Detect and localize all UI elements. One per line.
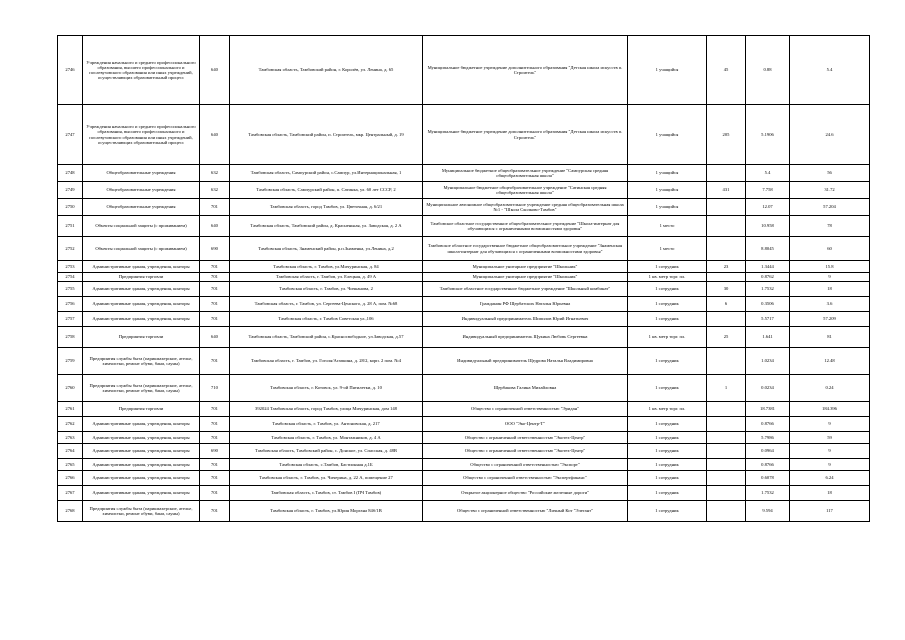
table-row — [58, 199, 870, 216]
quantity-cell — [707, 199, 746, 216]
object-type: Предприятия торговли — [83, 273, 200, 282]
code-cell: 640 — [200, 216, 230, 237]
norm-cell: 5.7986 — [746, 432, 790, 444]
code-cell: 701 — [200, 471, 230, 486]
row-number: 2746 — [58, 36, 83, 105]
quantity-cell: 25 — [707, 327, 746, 348]
unit-cell: 1 учащийся — [628, 36, 707, 105]
row-number: 2748 — [58, 165, 83, 182]
organization-cell: Индивидуальный предприниматель Щукина Любовь Сергеевна — [423, 327, 628, 348]
organization-cell: Открытое акционерное общество "Российские железные дороги" — [423, 486, 628, 501]
quantity-cell — [707, 216, 746, 237]
quantity-cell: 30 — [707, 282, 746, 297]
norm-cell: 1.641 — [746, 327, 790, 348]
table-row — [58, 348, 870, 375]
address-cell: Тамбовская область, г. Тамбов, ул. Сергеева-Ценского, д. 28 А, пом. №68 — [230, 297, 423, 312]
table-row — [58, 444, 870, 459]
table-row — [58, 182, 870, 199]
volume-cell: 78 — [790, 216, 870, 237]
code-cell: 701 — [200, 348, 230, 375]
volume-cell: 31.72 — [790, 182, 870, 199]
object-type: Административные здания, учреждения, конторы — [83, 444, 200, 459]
volume-cell: 3.6 — [790, 297, 870, 312]
address-cell: Тамбовская область, г. Тамбов, ул.Мичуринская, д. 84 — [230, 261, 423, 273]
norm-cell: 1.3444 — [746, 261, 790, 273]
volume-cell: 0.24 — [790, 375, 870, 402]
object-type: Предприятия торговли — [83, 402, 200, 417]
object-type: Учреждения начального и среднего профессионального образования, высшего профессионального и послевузовского образования или иных учреждений, осуществляющих образовательный процесс — [83, 105, 200, 165]
address-cell: Тамбовская область, Сампурский район, п. Сатинка, ул. 60 лет СССР, 2 — [230, 182, 423, 199]
address-cell: Тамбовская область, г. Тамбов, ул. Антоновская, д. 217 — [230, 417, 423, 432]
organization-cell: Общество с ограниченной ответственностью "Экотех-Центр" — [423, 432, 628, 444]
quantity-cell: 6 — [707, 297, 746, 312]
quantity-cell: 431 — [707, 182, 746, 199]
unit-cell: 1 учащийся — [628, 165, 707, 182]
quantity-cell — [707, 402, 746, 417]
volume-cell: 57.204 — [790, 199, 870, 216]
row-number: 2759 — [58, 348, 83, 375]
row-number: 2758 — [58, 327, 83, 348]
norm-cell: 8.8045 — [746, 237, 790, 261]
object-type: Административные здания, учреждения, конторы — [83, 459, 200, 471]
norm-cell: 0.8766 — [746, 459, 790, 471]
organization-cell: Индивидуальный предприниматель Шипилов Юрий Игнатьевич — [423, 312, 628, 327]
table-row — [58, 486, 870, 501]
row-number: 2764 — [58, 444, 83, 459]
code-cell: 701 — [200, 199, 230, 216]
address-cell: Тамбовская область, г. Тамбов, ул.Юрия Моргана 84б/1В — [230, 501, 423, 522]
table-row — [58, 273, 870, 282]
volume-cell: 57.209 — [790, 312, 870, 327]
unit-cell: 1 сотрудник — [628, 312, 707, 327]
object-type: Предприятия службы быта (парикмахерские, ателье, химчистки, ремонт обуви, бани, сауны) — [83, 501, 200, 522]
address-cell: Тамбовская область, Сампурский район, с.Сампур, ул.Интернациональная, 1 — [230, 165, 423, 182]
address-cell: Тамбовская область, Знаменский район, р.п.Знаменка, ул.Ленина, д.2 — [230, 237, 423, 261]
code-cell: 632 — [200, 165, 230, 182]
table-row — [58, 327, 870, 348]
norm-cell: 7.758 — [746, 182, 790, 199]
organization-cell: Муниципальное унитарное предприятие "Школьник" — [423, 273, 628, 282]
unit-cell: 1 место — [628, 237, 707, 261]
row-number: 2750 — [58, 199, 83, 216]
norm-cell: 0.0234 — [746, 375, 790, 402]
norm-cell: 1.7532 — [746, 486, 790, 501]
row-number: 2760 — [58, 375, 83, 402]
table-row — [58, 501, 870, 522]
row-number: 2757 — [58, 312, 83, 327]
volume-cell: 81 — [790, 327, 870, 348]
address-cell: Тамбовская область, Тамбовский район, с. Донское, ул. Спасская, д. 48В — [230, 444, 423, 459]
row-number: 2768 — [58, 501, 83, 522]
code-cell: 632 — [200, 182, 230, 199]
organization-cell: Щербакова Галина Михайловна — [423, 375, 628, 402]
address-cell: Тамбовская область, Тамбовский район, п. Строитель, мкр. Центральный, д. 19 — [230, 105, 423, 165]
quantity-cell — [707, 273, 746, 282]
volume-cell: 60 — [790, 237, 870, 261]
object-type: Административные здания, учреждения, конторы — [83, 486, 200, 501]
code-cell: 701 — [200, 432, 230, 444]
quantity-cell — [707, 459, 746, 471]
unit-cell: 1 сотрудник — [628, 471, 707, 486]
organization-cell: Общество с ограниченной ответственностью "Эридан" — [423, 402, 628, 417]
unit-cell: 1 сотрудник — [628, 417, 707, 432]
row-number: 2754 — [58, 273, 83, 282]
volume-cell: 5.4 — [790, 36, 870, 105]
norm-cell: 12.07 — [746, 199, 790, 216]
code-cell: 701 — [200, 282, 230, 297]
table-row — [58, 432, 870, 444]
code-cell: 701 — [200, 273, 230, 282]
quantity-cell: 23 — [707, 261, 746, 273]
norm-cell: 0.8762 — [746, 273, 790, 282]
row-number: 2753 — [58, 261, 83, 273]
norm-cell: 9.594 — [746, 501, 790, 522]
volume-cell: 56 — [790, 165, 870, 182]
organization-cell: Муниципальное автономное общеобразовательное учреждение средняя общеобразовательная школа №1 - "Школа Сколково-Тамбов" — [423, 199, 628, 216]
code-cell: 701 — [200, 501, 230, 522]
unit-cell: 1 кв. метр торг. пл. — [628, 402, 707, 417]
norm-cell: 0.0964 — [746, 444, 790, 459]
organization-cell: Тамбовское областное государственное бюджетное общеобразовательное учреждение "Знаменская школа-интернат для обучающихся с ограниченными возможностями здоровья" — [423, 237, 628, 261]
object-type: Учреждения начального и среднего профессионального образования, высшего профессионального и послевузовского образования или иных учреждений, осуществляющих образовательный процесс — [83, 36, 200, 105]
object-type: Административные здания, учреждения, конторы — [83, 417, 200, 432]
organization-cell: Муниципальное бюджетное общеобразовательное учреждение "Сампурская средняя общеобразовательная школа" — [423, 165, 628, 182]
unit-cell: 1 сотрудник — [628, 261, 707, 273]
row-number: 2766 — [58, 471, 83, 486]
unit-cell: 1 место — [628, 216, 707, 237]
volume-cell: 12.48 — [790, 348, 870, 375]
table-row — [58, 36, 870, 105]
organization-cell: Муниципальное бюджетное учреждение дополнительного образования "Детская школа искусств п. Строитель" — [423, 36, 628, 105]
row-number: 2765 — [58, 459, 83, 471]
address-cell: Тамбовская область, г. Тамбов, ул. Монтажников, д. 4 А — [230, 432, 423, 444]
quantity-cell — [707, 237, 746, 261]
table-row — [58, 165, 870, 182]
table-row — [58, 417, 870, 432]
norm-cell: 0.3506 — [746, 297, 790, 312]
object-type: Общеобразовательные учреждения — [83, 182, 200, 199]
volume-cell: 18 — [790, 282, 870, 297]
object-type: Административные здания, учреждения, конторы — [83, 471, 200, 486]
table-row — [58, 261, 870, 273]
code-cell: 701 — [200, 459, 230, 471]
code-cell: 640 — [200, 327, 230, 348]
code-cell: 701 — [200, 417, 230, 432]
unit-cell: 1 кв. метр торг. пл. — [628, 327, 707, 348]
object-type: Предприятия торговли — [83, 327, 200, 348]
address-cell: Тамбовская область, с.Тамбов, ст. Тамбов I (ПЧ Тамбов) — [230, 486, 423, 501]
organization-cell: Гражданин РФ Щербатских Наталья Юрьевна — [423, 297, 628, 312]
volume-cell: 9 — [790, 444, 870, 459]
code-cell: 701 — [200, 486, 230, 501]
organization-cell: Тамбовское областное государственное общеобразовательное учреждение "Школа-интернат для обучающихся с ограниченными возможностями здоровья" — [423, 216, 628, 237]
unit-cell: 1 сотрудник — [628, 432, 707, 444]
code-cell: 710 — [200, 375, 230, 402]
object-type: Предприятия службы быта (парикмахерские, ателье, химчистки, ремонт обуви, бани, сауны) — [83, 348, 200, 375]
object-type: Административные здания, учреждения, конторы — [83, 261, 200, 273]
norm-cell: 0.88 — [746, 36, 790, 105]
row-number: 2747 — [58, 105, 83, 165]
code-cell: 701 — [200, 402, 230, 417]
unit-cell: 1 учащийся — [628, 199, 707, 216]
row-number: 2751 — [58, 216, 83, 237]
quantity-cell: 205 — [707, 105, 746, 165]
quantity-cell: 45 — [707, 36, 746, 105]
code-cell: 640 — [200, 36, 230, 105]
object-type: Административные здания, учреждения, конторы — [83, 312, 200, 327]
object-type: Объекты социальной защиты (с проживанием) — [83, 237, 200, 261]
object-type: Предприятия службы быта (парикмахерские, ателье, химчистки, ремонт обуви, бани, сауны) — [83, 375, 200, 402]
volume-cell: 6.24 — [790, 471, 870, 486]
row-number: 2762 — [58, 417, 83, 432]
address-cell: Тамбовская область, г. Тамбов, ул. Чичерина, д. 22 А, помещение 27 — [230, 471, 423, 486]
address-cell: Тамбовская область, г. Тамбов, ул. Гоголя/Агапкина, д. 28/2, корп. 2 пом. №4 — [230, 348, 423, 375]
volume-cell: 24.6 — [790, 105, 870, 165]
table-row — [58, 312, 870, 327]
volume-cell: 18 — [790, 486, 870, 501]
address-cell: Тамбовская область, г. Тамбов, ул. Елецкая, д. 49 А — [230, 273, 423, 282]
organization-cell: Тамбовское областное государственное бюджетное учреждение "Школьный комбинат" — [423, 282, 628, 297]
table-body — [58, 36, 870, 522]
volume-cell: 184.396 — [790, 402, 870, 417]
unit-cell: 1 сотрудник — [628, 297, 707, 312]
unit-cell: 1 учащийся — [628, 105, 707, 165]
volume-cell: 9 — [790, 417, 870, 432]
address-cell: 392024 Тамбовская область, город Тамбов, улица Мичуринская, дом 148 — [230, 402, 423, 417]
norm-cell: 1.0234 — [746, 348, 790, 375]
object-type: Объекты социальной защиты (с проживанием) — [83, 216, 200, 237]
row-number: 2755 — [58, 282, 83, 297]
address-cell: Тамбовская область, Тамбовский район, д. Красненькая, ул. Заводская, д. 2 А — [230, 216, 423, 237]
volume-cell: 15.8 — [790, 261, 870, 273]
code-cell: 701 — [200, 312, 230, 327]
quantity-cell — [707, 444, 746, 459]
row-number: 2752 — [58, 237, 83, 261]
object-type: Административные здания, учреждения, конторы — [83, 297, 200, 312]
unit-cell: 1 сотрудник — [628, 375, 707, 402]
norm-cell: 10.958 — [746, 216, 790, 237]
volume-cell: 9 — [790, 459, 870, 471]
unit-cell: 1 сотрудник — [628, 459, 707, 471]
quantity-cell — [707, 432, 746, 444]
row-number: 2749 — [58, 182, 83, 199]
volume-cell: 59 — [790, 432, 870, 444]
organization-cell: ООО "Эко-Центр-Т" — [423, 417, 628, 432]
unit-cell: 1 сотрудник — [628, 348, 707, 375]
table-row — [58, 402, 870, 417]
waste-registry-table — [57, 35, 870, 522]
norm-cell: 5.1906 — [746, 105, 790, 165]
row-number: 2761 — [58, 402, 83, 417]
unit-cell: 1 сотрудник — [628, 486, 707, 501]
norm-cell: 1.7532 — [746, 282, 790, 297]
quantity-cell — [707, 312, 746, 327]
norm-cell: 5.5717 — [746, 312, 790, 327]
table-row — [58, 459, 870, 471]
address-cell: Тамбовская область, Тамбовский район, с.Красносвободное, ул.Заводская, д.57 — [230, 327, 423, 348]
unit-cell: 1 кв. метр торг. пл. — [628, 273, 707, 282]
table-row — [58, 105, 870, 165]
quantity-cell — [707, 471, 746, 486]
table-row — [58, 216, 870, 237]
unit-cell: 1 сотрудник — [628, 501, 707, 522]
address-cell: Тамбовская область, Тамбовский район, г. Королёв, ул. Ленина, д. 65 — [230, 36, 423, 105]
table-row — [58, 297, 870, 312]
object-type: Административные здания, учреждения, конторы — [83, 282, 200, 297]
object-type: Общеобразовательные учреждения — [83, 165, 200, 182]
row-number: 2763 — [58, 432, 83, 444]
object-type: Общеобразовательные учреждения — [83, 199, 200, 216]
unit-cell: 1 сотрудник — [628, 282, 707, 297]
row-number: 2767 — [58, 486, 83, 501]
organization-cell: Муниципальное унитарное предприятие "Школьник" — [423, 261, 628, 273]
norm-cell: 0.8766 — [746, 417, 790, 432]
quantity-cell — [707, 165, 746, 182]
code-cell: 690 — [200, 444, 230, 459]
code-cell: 701 — [200, 261, 230, 273]
address-cell: Тамбовская область, г. Тамбов Советская ул.,106 — [230, 312, 423, 327]
address-cell: Тамбовская область, город Тамбов, ул. Цветочная, д. 6/21 — [230, 199, 423, 216]
code-cell: 701 — [200, 297, 230, 312]
quantity-cell — [707, 417, 746, 432]
quantity-cell — [707, 486, 746, 501]
quantity-cell — [707, 348, 746, 375]
table-row — [58, 237, 870, 261]
object-type: Административные здания, учреждения, конторы — [83, 432, 200, 444]
address-cell: Тамбовская область, с.Тамбов, Бастионная д.1Б — [230, 459, 423, 471]
code-cell: 690 — [200, 237, 230, 261]
row-number: 2756 — [58, 297, 83, 312]
organization-cell: Индивидуальный предприниматель Щедрова Наталья Владимировна — [423, 348, 628, 375]
unit-cell: 1 учащийся — [628, 182, 707, 199]
volume-cell: 117 — [790, 501, 870, 522]
norm-cell: 5.4 — [746, 165, 790, 182]
quantity-cell: 1 — [707, 375, 746, 402]
norm-cell: 18.7381 — [746, 402, 790, 417]
unit-cell: 1 сотрудник — [628, 444, 707, 459]
address-cell: Тамбовская область, г. Котовск, ул. 9-ой Пятилетки, д. 10 — [230, 375, 423, 402]
address-cell: Тамбовская область, г. Тамбов, ул. Чичканова, 2 — [230, 282, 423, 297]
table-row — [58, 471, 870, 486]
volume-cell: 9 — [790, 273, 870, 282]
norm-cell: 0.6078 — [746, 471, 790, 486]
organization-cell: Муниципальное бюджетное учреждение дополнительного образования "Детская школа искусств п. Строитель" — [423, 105, 628, 165]
quantity-cell — [707, 501, 746, 522]
organization-cell: Муниципальное бюджетное общеобразовательное учреждение "Сатинская средняя общеобразовательная школа" — [423, 182, 628, 199]
table-row — [58, 282, 870, 297]
organization-cell: Общество с ограниченной ответственностью "Экспертфинанс" — [423, 471, 628, 486]
code-cell: 640 — [200, 105, 230, 165]
table-row — [58, 375, 870, 402]
organization-cell: Общество с ограниченной ответственностью "Личный Кот "Элегант" — [423, 501, 628, 522]
organization-cell: Общество с ограниченной ответственностью "Экотех-Центр" — [423, 444, 628, 459]
organization-cell: Общество с ограниченной ответственностью "Экспорт" — [423, 459, 628, 471]
